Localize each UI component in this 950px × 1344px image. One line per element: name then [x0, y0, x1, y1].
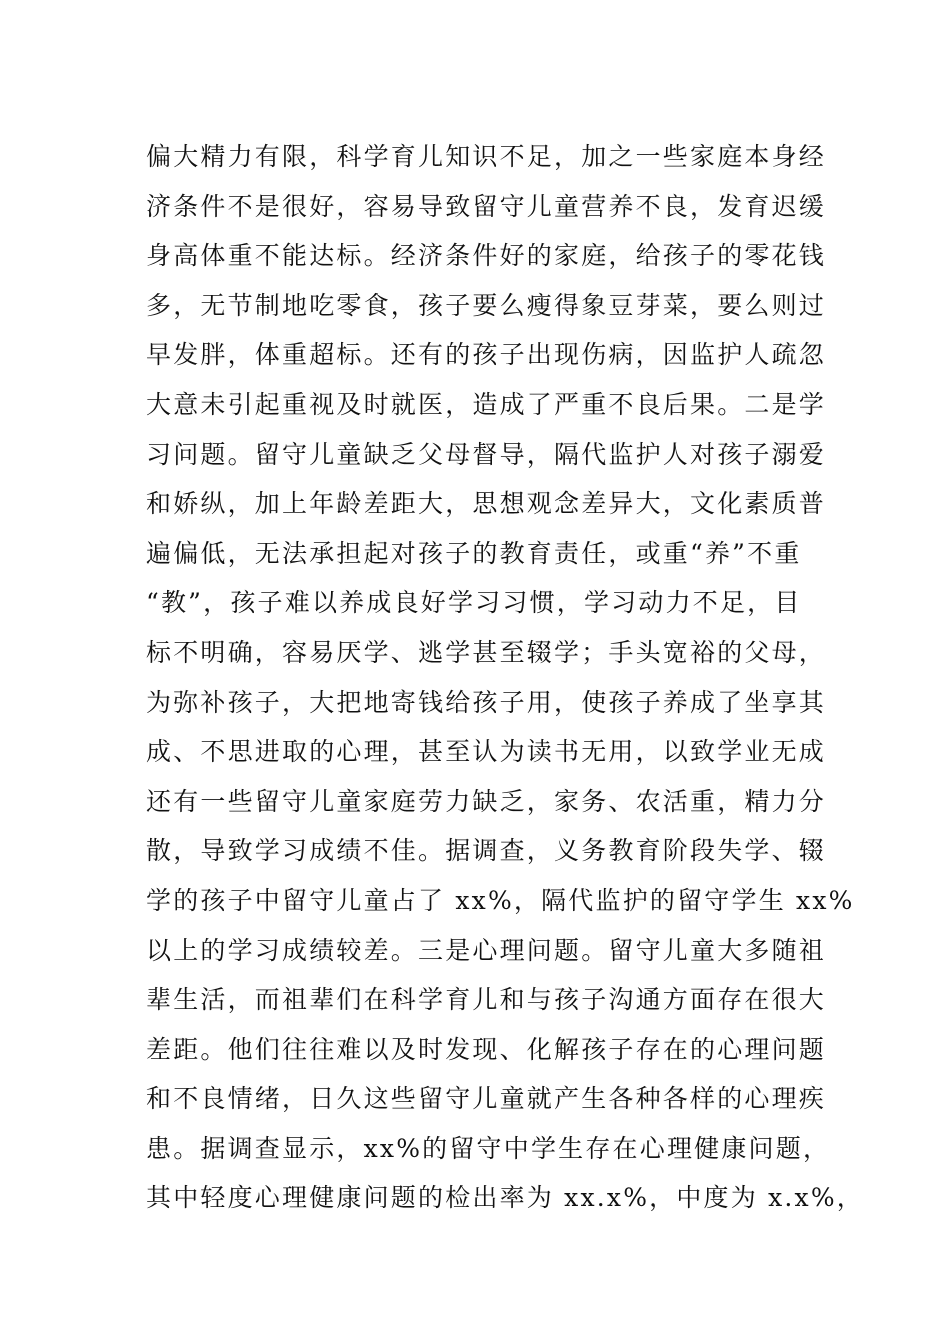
text-line: 患。据调查显示，xx%的留守中学生存在心理健康问题，	[146, 1133, 831, 1163]
text-line: 为弥补孩子，大把地寄钱给孩子用，使孩子养成了坐享其	[146, 687, 827, 717]
text-line: 早发胖，体重超标。还有的孩子出现伤病，因监护人疏忽	[146, 340, 827, 370]
text-line: 标不明确，容易厌学、逃学甚至辍学；手头宽裕的父母，	[146, 637, 827, 667]
text-line: 其中轻度心理健康问题的检出率为 xx.x%，中度为 x.x%，	[146, 1183, 864, 1213]
text-line: 偏大精力有限，科学育儿知识不足，加之一些家庭本身经	[146, 142, 827, 171]
text-line: 散，导致学习成绩不佳。据调查，义务教育阶段失学、辍	[146, 836, 827, 866]
body-text	[146, 132, 864, 1223]
text-line: 身高体重不能达标。经济条件好的家庭，给孩子的零花钱	[146, 241, 827, 271]
text-line: “教”，孩子难以养成良好学习习惯，学习动力不足，目	[146, 588, 802, 618]
text-line: 大意未引起重视及时就医，造成了严重不良后果。二是学	[146, 389, 827, 419]
text-line: 辈生活，而祖辈们在科学育儿和与孩子沟通方面存在很大	[146, 985, 827, 1015]
text-line: 和娇纵，加上年龄差距大，思想观念差异大，文化素质普	[146, 489, 827, 519]
text-line: 习问题。留守儿童缺乏父母督导，隔代监护人对孩子溺爱	[146, 439, 827, 469]
text-line: 遍偏低，无法承担起对孩子的教育责任，或重“养”不重	[146, 538, 802, 568]
text-line: 以上的学习成绩较差。三是心理问题。留守儿童大多随祖	[146, 935, 827, 965]
text-line: 还有一些留守儿童家庭劳力缺乏，家务、农活重，精力分	[146, 786, 827, 816]
text-line: 成、不思进取的心理，甚至认为读书无用，以致学业无成	[146, 737, 827, 767]
text-line: 济条件不是很好，容易导致留守儿童营养不良，发育迟缓	[146, 191, 827, 221]
text-line: 学的孩子中留守儿童占了 xx%，隔代监护的留守学生 xx%	[146, 885, 855, 915]
text-line: 差距。他们往往难以及时发现、化解孩子存在的心理问题	[146, 1034, 827, 1064]
text-line: 和不良情绪，日久这些留守儿童就产生各种各样的心理疾	[146, 1084, 827, 1114]
text-line: 多，无节制地吃零食，孩子要么瘦得象豆芽菜，要么则过	[146, 290, 827, 320]
